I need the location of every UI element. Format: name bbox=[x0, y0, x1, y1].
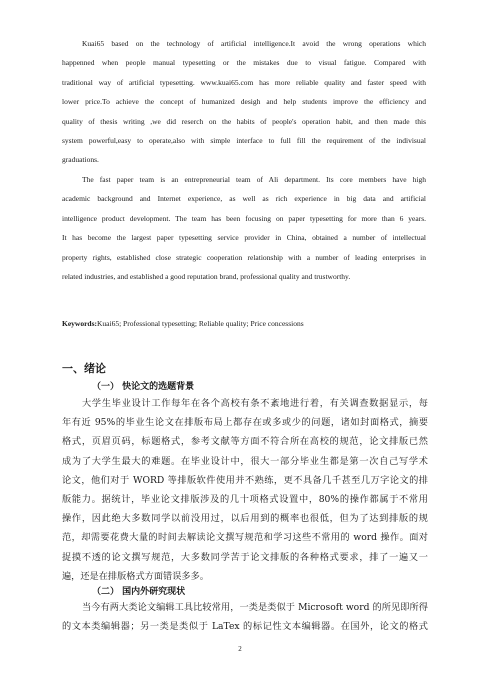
body-paragraph-background bbox=[62, 394, 428, 586]
text-line: 大学生毕业设计工作每年在各个高校有条不紊地进行着，有关调查数据显示，每 bbox=[82, 398, 428, 409]
body-paragraph-research-status bbox=[62, 598, 428, 636]
keywords-text: Kuai65; Professional typesetting; Reliable quality; Price concessions bbox=[97, 319, 304, 328]
text-line: property rights, established close strategic cooperation relationship with a number of leading enterprises in bbox=[62, 252, 426, 262]
text-line: The fast paper team is an entrepreneurial team of Ali department. Its core members have high bbox=[82, 175, 426, 184]
text-line: related industries, and established a good reputation brand, professional quality and trustworthy. bbox=[62, 272, 351, 282]
text-line: 成为了大学生最大的难题。在毕业设计中，很大一部分毕业生都是第一次自己写学术 bbox=[62, 455, 428, 467]
text-line: 年有近 95%的毕业生论文在排版布局上都存在或多或少的问题，诸如封面格式，摘要 bbox=[62, 417, 428, 429]
abstract-paragraph-2 bbox=[62, 170, 426, 286]
text-line: 遍，还是在排版格式方面错误多多。 bbox=[62, 570, 209, 582]
text-line: happenned when people manual typesetting or the mistakes due to visual fatigue. Compared with bbox=[62, 58, 426, 68]
text-line: 当今有两大类论文编辑工具比较常用，一类是类似于 Microsoft word 的所见即所得 bbox=[82, 602, 428, 613]
text-line: quality of thesis writing ,we did reserch on the habits of people's operation habit, and then made this bbox=[62, 116, 426, 126]
text-line: intelligence product development. The team has been focusing on paper typesetting for more than 6 years. bbox=[62, 213, 426, 223]
text-line: 论文，他们对于 WORD 等排版软件使用并不熟练，更不具备几千甚至几万字论文的排 bbox=[62, 474, 428, 486]
subsection-heading-background: （一） 快论文的选题背景 bbox=[92, 382, 195, 392]
text-line: 格式，页眉页码，标题格式，参考文献等方面不符合所在高校的规范，论文排版已然 bbox=[62, 436, 428, 448]
text-line: 操作，因此绝大多数同学以前没用过，以后用到的概率也很低，但为了达到排版的规 bbox=[62, 513, 428, 525]
keywords-line bbox=[62, 318, 426, 330]
text-line: graduations. bbox=[62, 155, 99, 165]
section-heading: 一、绪论 bbox=[62, 362, 106, 375]
text-line: 版能力。据统计，毕业论文排版涉及的几十项格式设置中，80%的操作都属于不常用 bbox=[62, 494, 428, 506]
keywords-label: Keywords: bbox=[62, 319, 97, 328]
text-line: 的文本类编辑器；另一类是类似于 LaTex 的标记性文本编辑器。在国外，论文的格式 bbox=[62, 621, 428, 633]
text-line: It has become the largest paper typesetting service provider in China, obtained a number of intellectual bbox=[62, 233, 426, 243]
abstract-paragraph-1 bbox=[62, 34, 426, 170]
text-line: 范，却需要花费大量的时间去解读论文撰写规范和学习这些不常用的 word 操作。面对 bbox=[62, 532, 428, 544]
text-line: 捉摸不透的论文撰写规范，大多数同学苦于论文排版的各种格式要求，排了一遍又一 bbox=[62, 551, 428, 563]
page-number: 2 bbox=[238, 645, 242, 653]
text-line: traditional way of artificial typesetting. www.kuai65.com has more reliable quality and faster speed with bbox=[62, 77, 426, 87]
text-line: lower price.To achieve the concept of humanized desigh and help students improve the efficiency and bbox=[62, 97, 426, 107]
text-line: Kuai65 based on the technology of artificial intelligence.It avoid the wrong operations which bbox=[82, 39, 426, 48]
subsection-heading-research-status: （二） 国内外研究现状 bbox=[92, 587, 186, 597]
text-line: system powerful,easy to operate,also with simple interface to full fill the requirement of the indivisual bbox=[62, 136, 426, 146]
text-line: academic background and Internet experience, as well as rich experience in big data and artificial bbox=[62, 194, 426, 204]
